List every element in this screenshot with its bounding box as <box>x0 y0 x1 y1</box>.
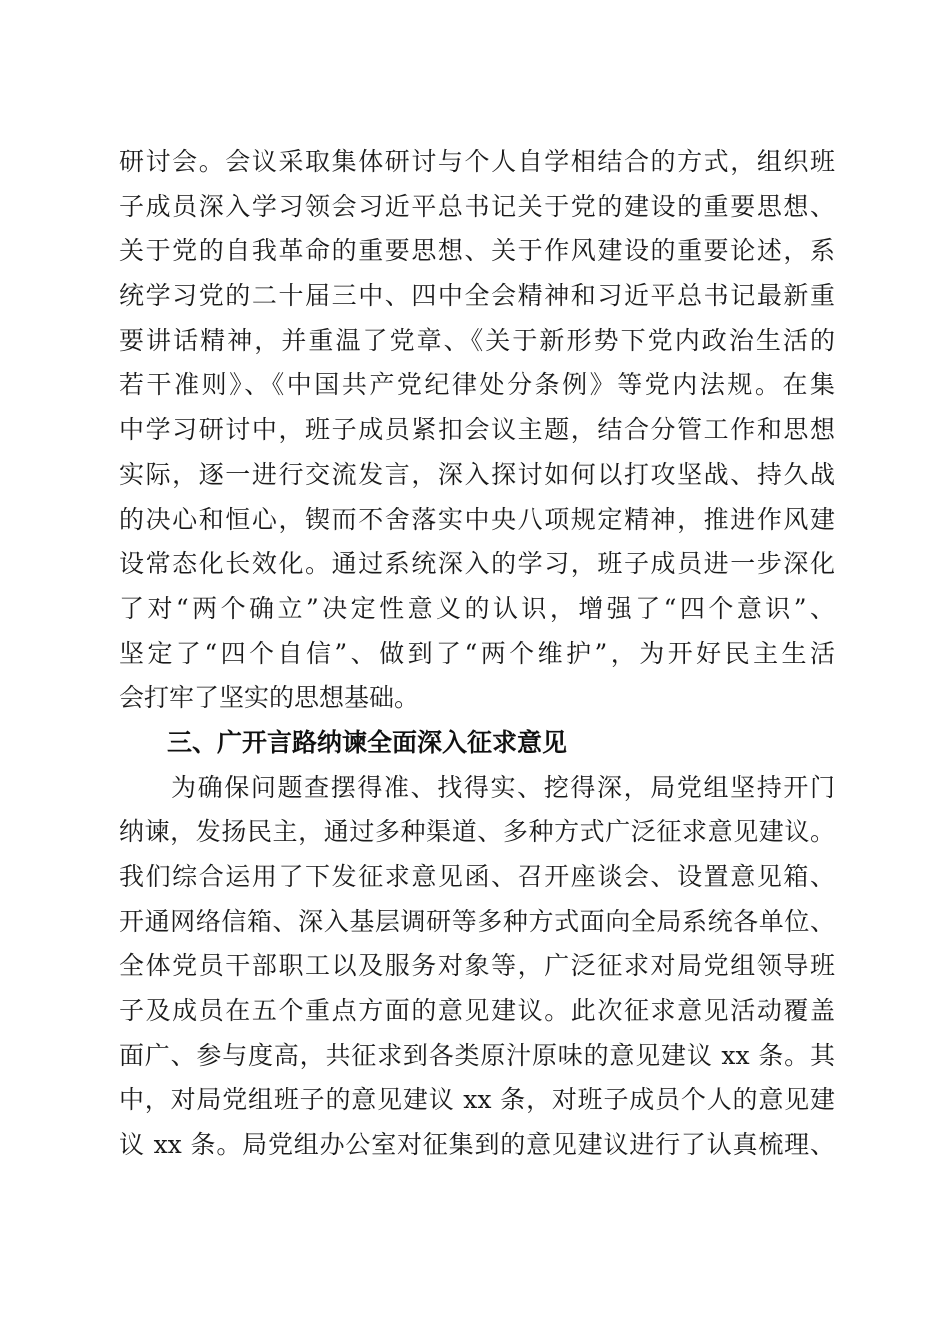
paragraph-line: 中学习研讨中，班子成员紧扣会议主题，结合分管工作和思想 <box>119 415 835 445</box>
paragraph-line: 实际，逐一进行交流发言，深入探讨如何以打攻坚战、持久战 <box>119 459 835 489</box>
paragraph-line: 会打牢了坚实的思想基础。 <box>119 683 420 713</box>
paragraph-line: 议 xx 条。局党组办公室对征集到的意见建议进行了认真梳理、 <box>119 1130 835 1160</box>
paragraph-line: 面广、参与度高，共征求到各类原汁原味的意见建议 xx 条。其 <box>119 1040 835 1070</box>
section-heading: 三、广开言路纳谏全面深入征求意见 <box>167 727 568 757</box>
paragraph-line: 研讨会。会议采取集体研讨与个人自学相结合的方式，组织班 <box>119 147 835 176</box>
paragraph-study-session <box>119 140 835 721</box>
paragraph-line: 我们综合运用了下发征求意见函、召开座谈会、设置意见箱、 <box>119 862 835 891</box>
paragraph-line: 子及成员在五个重点方面的意见建议。此次征求意见活动覆盖 <box>119 996 835 1026</box>
paragraph-line: 子成员深入学习领会习近平总书记关于党的建设的重要思想、 <box>119 191 835 221</box>
paragraph-line: 了对“两个确立”决定性意义的认识，增强了“四个意识”、 <box>119 593 835 623</box>
paragraph-line: 中，对局党组班子的意见建议 xx 条，对班子成员个人的意见建 <box>119 1085 835 1115</box>
paragraph-line: 全体党员干部职工以及服务对象等，广泛征求对局党组领导班 <box>119 951 835 981</box>
paragraph-line: 纳谏，发扬民主，通过多种渠道、多种方式广泛征求意见建议。 <box>119 817 835 847</box>
paragraph-line: 为确保问题查摆得准、找得实、挖得深，局党组坚持开门 <box>171 772 835 802</box>
paragraph-line: 坚定了“四个自信”、做到了“两个维护”，为开好民主生活 <box>119 638 835 668</box>
paragraph-line: 关于党的自我革命的重要思想、关于作风建设的重要论述，系 <box>119 236 835 266</box>
document-body <box>119 140 835 1168</box>
paragraph-line: 要讲话精神，并重温了党章、《关于新形势下党内政治生活的 <box>119 325 835 355</box>
paragraph-solicit-opinions <box>119 766 835 1168</box>
paragraph-line: 设常态化长效化。通过系统深入的学习，班子成员进一步深化 <box>119 549 835 579</box>
paragraph-line: 若干准则》、《中国共产党纪律处分条例》等党内法规。在集 <box>119 370 835 400</box>
paragraph-line: 统学习党的二十届三中、四中全会精神和习近平总书记最新重 <box>119 281 835 311</box>
paragraph-line: 的决心和恒心，锲而不舍落实中央八项规定精神，推进作风建 <box>119 504 835 534</box>
paragraph-line: 开通网络信箱、深入基层调研等多种方式面向全局系统各单位、 <box>119 906 835 936</box>
